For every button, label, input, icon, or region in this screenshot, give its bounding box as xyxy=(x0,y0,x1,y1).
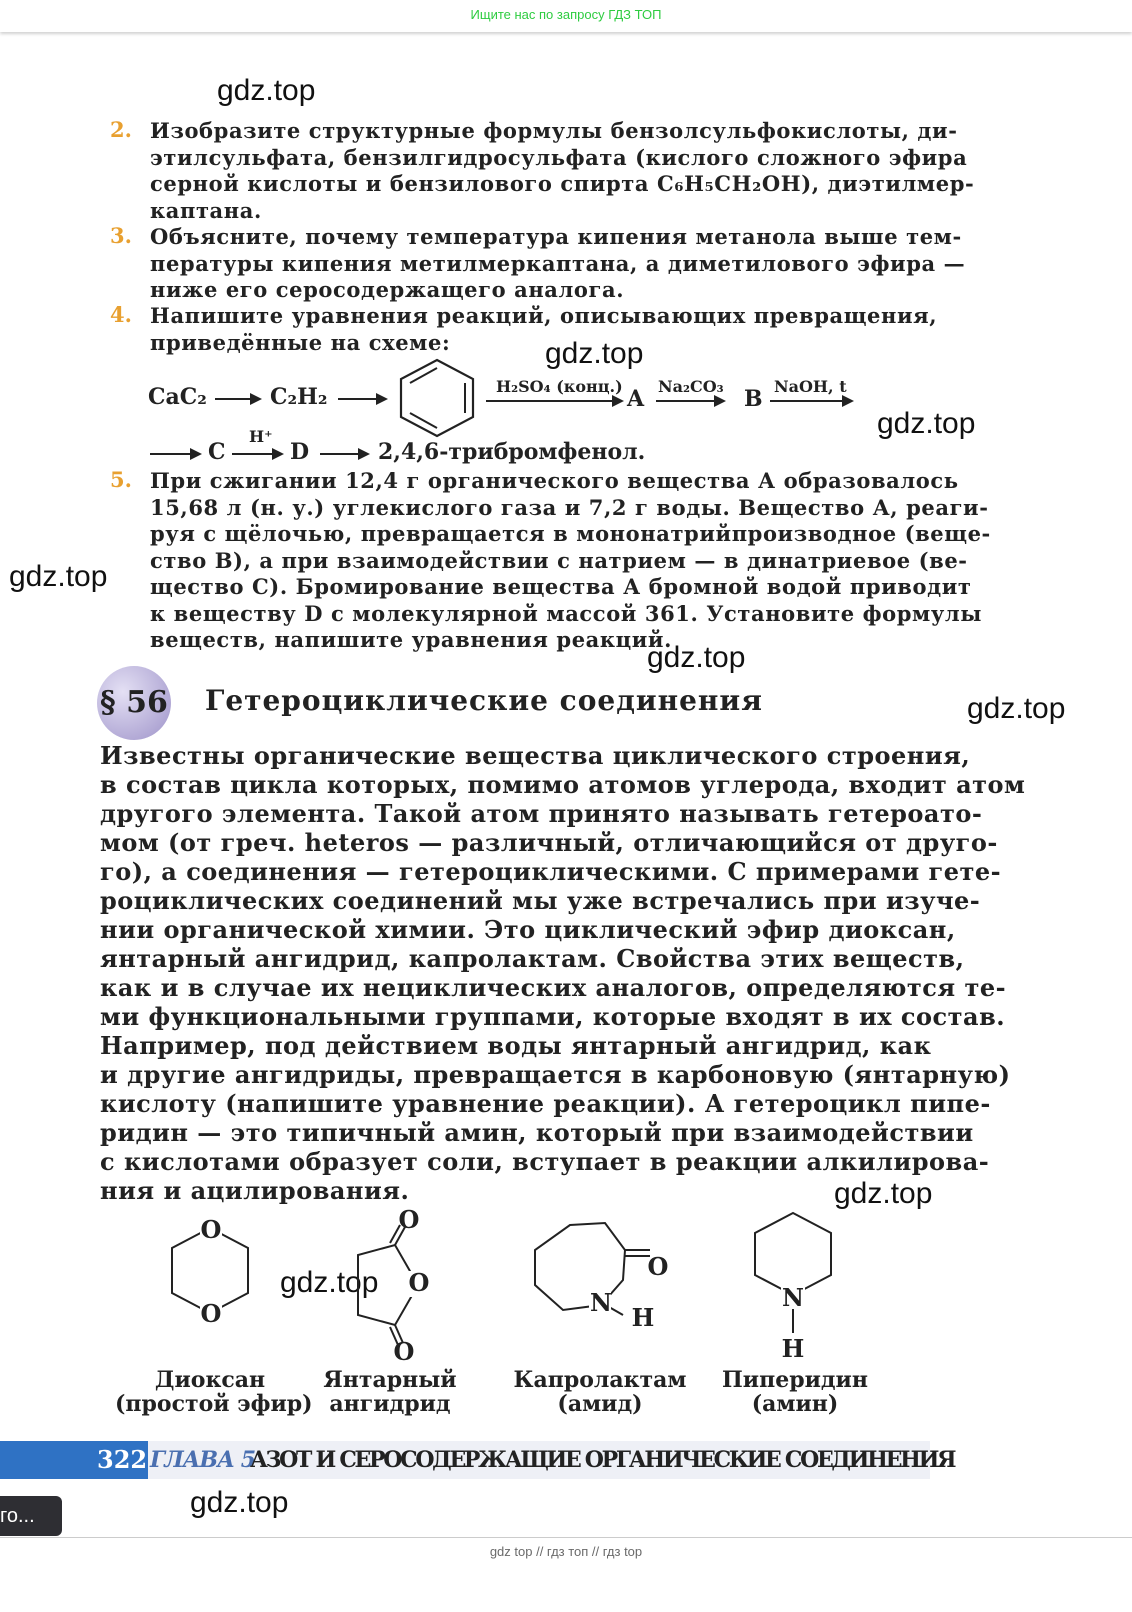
exercise-number: 5. xyxy=(110,467,132,492)
exercise-number: 4. xyxy=(110,302,132,327)
exercise-line: веществ, напишите уравнения реакций. xyxy=(150,627,673,652)
caprolactam-atom-h: H xyxy=(631,1303,655,1330)
body-line: Известны органические вещества циклического строения, xyxy=(100,741,971,770)
exercise-line: щество С). Бромирование вещества А бромной водой приводит xyxy=(150,574,972,599)
anhydride-atom-o2: O xyxy=(408,1268,430,1297)
caprolactam-atom-n: N xyxy=(590,1288,612,1317)
body-line: янтарный ангидрид, капролактам. Свойства этих веществ, xyxy=(100,944,965,973)
bottom-links[interactable]: gdz top // гдз топ // гдз top xyxy=(0,1537,1132,1612)
piperidine-structure-icon xyxy=(745,1205,845,1365)
caption-succinic-anhydride xyxy=(315,1368,465,1416)
exercise-line: каптана. xyxy=(150,198,262,223)
dioxane-structure-icon xyxy=(160,1208,270,1338)
watermark: gdz.top xyxy=(545,337,644,370)
chapter-label: ГЛАВА 5 xyxy=(150,1447,256,1473)
caption-dioxane xyxy=(115,1367,313,1417)
caption-name: Диоксан xyxy=(154,1367,266,1393)
exercise-line: 15,68 л (н. у.) углекислого газа и 7,2 г воды. Вещество А, реаги- xyxy=(150,495,989,520)
body-line: другого элемента. Такой атом принято называть гетероато- xyxy=(100,799,983,828)
scheme-arrow xyxy=(320,453,368,455)
body-line: ридин — это типичный амин, который при взаимодействии xyxy=(100,1118,974,1147)
watermark: gdz.top xyxy=(280,1266,379,1299)
caption-note: ангидрид xyxy=(329,1391,451,1417)
dioxane-atom-o2: O xyxy=(200,1299,222,1328)
watermark: gdz.top xyxy=(877,407,976,440)
caprolactam-structure-icon xyxy=(525,1215,675,1330)
body-line: Например, под действием воды янтарный ангидрид, как xyxy=(100,1031,932,1060)
scheme-product: 2,4,6-трибромфенол. xyxy=(378,439,646,465)
scheme-arrow xyxy=(338,398,386,400)
watermark: gdz.top xyxy=(834,1177,933,1210)
caption-piperidine xyxy=(715,1368,875,1416)
benzene-ring-icon xyxy=(396,356,478,440)
watermark: gdz.top xyxy=(217,74,316,107)
section-number: § 56 xyxy=(100,685,168,720)
scheme-arrow xyxy=(215,398,260,400)
scheme-d: D xyxy=(290,439,310,465)
caption-name: Капролактам xyxy=(513,1367,687,1393)
exercise-line: пературы кипения метилмеркаптана, а диметилового эфира — xyxy=(150,251,966,276)
scheme-c: C xyxy=(208,439,226,465)
exercise-line: приведённые на схеме: xyxy=(150,330,451,355)
body-line: ми функциональными группами, которые входят в их состав. xyxy=(100,1002,1006,1031)
watermark: gdz.top xyxy=(9,560,108,593)
piperidine-atom-h: H xyxy=(781,1334,805,1363)
exercise-number: 3. xyxy=(110,223,132,248)
body-line: с кислотами образует соли, вступает в реакции алкилирова- xyxy=(100,1147,990,1176)
scheme-na2co3: Na₂CO₃ xyxy=(658,377,724,396)
exercise-line: к веществу D с молекулярной массой 361. Установите формулы xyxy=(150,601,982,626)
succinic-anhydride-structure-icon xyxy=(345,1205,445,1370)
watermark: gdz.top xyxy=(190,1486,289,1519)
top-banner[interactable]: Ищите нас по запросу ГДЗ ТОП xyxy=(0,0,1132,32)
watermark: gdz.top xyxy=(967,692,1066,725)
exercise-line: При сжигании 12,4 г органического вещества А образовалось xyxy=(150,468,959,493)
watermark: gdz.top xyxy=(647,641,746,674)
section-badge xyxy=(97,666,171,740)
body-line: роциклических соединений мы уже встречались при изуче- xyxy=(100,886,981,915)
exercise-number: 2. xyxy=(110,117,132,142)
chapter-title: АЗОТ И СЕРОСОДЕРЖАЩИЕ ОРГАНИЧЕСКИЕ СОЕДИНЕНИЯ xyxy=(250,1447,955,1473)
body-line: как и в случае их нециклических аналогов, определяются те- xyxy=(100,973,1007,1002)
anhydride-atom-o3: O xyxy=(393,1337,415,1366)
scheme-arrow xyxy=(232,453,282,455)
caption-note: (амин) xyxy=(751,1391,839,1417)
tab-button[interactable]: го... xyxy=(0,1496,62,1536)
section-title: Гетероциклические соединения xyxy=(205,684,763,717)
body-line: го), а соединения — гетероциклическими. С примерами гете- xyxy=(100,857,1002,886)
body-line: и другие ангидриды, превращается в карбоновую (янтарную) xyxy=(100,1060,1011,1089)
scheme-c2h2: C₂H₂ xyxy=(270,384,328,410)
body-line: мом (от греч. heteros — различный, отличающийся от друго- xyxy=(100,828,998,857)
scheme-arrow xyxy=(150,453,200,455)
scheme-naoh: NaOH, t xyxy=(774,377,847,396)
caption-note: (амид) xyxy=(557,1391,643,1417)
piperidine-atom-n: N xyxy=(782,1283,804,1312)
scheme-b: B xyxy=(744,386,763,412)
scheme-arrow xyxy=(656,400,724,402)
exercise-line: Напишите уравнения реакций, описывающих превращения, xyxy=(150,303,938,328)
exercise-line: Объясните, почему температура кипения метанола выше тем- xyxy=(150,224,962,249)
page-number: 322 xyxy=(97,1445,148,1474)
caprolactam-atom-o: O xyxy=(647,1252,669,1281)
body-line: нии органической химии. Это циклический эфир диоксан, xyxy=(100,915,956,944)
exercise-line: этилсульфата, бензилгидросульфата (кислого сложного эфира xyxy=(150,145,968,170)
scheme-arrow xyxy=(486,400,622,402)
exercise-line: руя с щёлочью, превращается в мононатрийпроизводное (веще- xyxy=(150,521,991,546)
exercise-line: ство В), а при взаимодействии с натрием — в динатриевое (ве- xyxy=(150,548,968,573)
caption-name: Янтарный xyxy=(323,1367,457,1393)
body-line: в состав цикла которых, помимо атомов углерода, входит атом xyxy=(100,770,1026,799)
scheme-h2so4: H₂SO₄ (конц.) xyxy=(496,377,623,396)
exercise-line: серной кислоты и бензилового спирта C₆H₅CH₂OH), диэтилмер- xyxy=(150,171,975,196)
scheme-hplus: H⁺ xyxy=(249,427,273,446)
caption-caprolactam xyxy=(510,1368,690,1416)
body-line: ния и ацилирования. xyxy=(100,1176,410,1205)
exercise-line: ниже его серосодержащего аналога. xyxy=(150,277,625,302)
dioxane-atom-o1: O xyxy=(200,1215,222,1244)
body-line: кислоту (напишите уравнение реакции). А гетероцикл пипе- xyxy=(100,1089,991,1118)
scheme-a: A xyxy=(627,386,645,412)
scheme-cac2: CaC₂ xyxy=(148,384,207,410)
anhydride-atom-o1: O xyxy=(398,1205,420,1234)
caption-name: Пиперидин xyxy=(722,1367,868,1393)
exercise-line: Изобразите структурные формулы бензолсульфокислоты, ди- xyxy=(150,118,958,143)
scheme-arrow xyxy=(770,400,852,402)
caption-note: (простой эфир) xyxy=(115,1391,313,1417)
